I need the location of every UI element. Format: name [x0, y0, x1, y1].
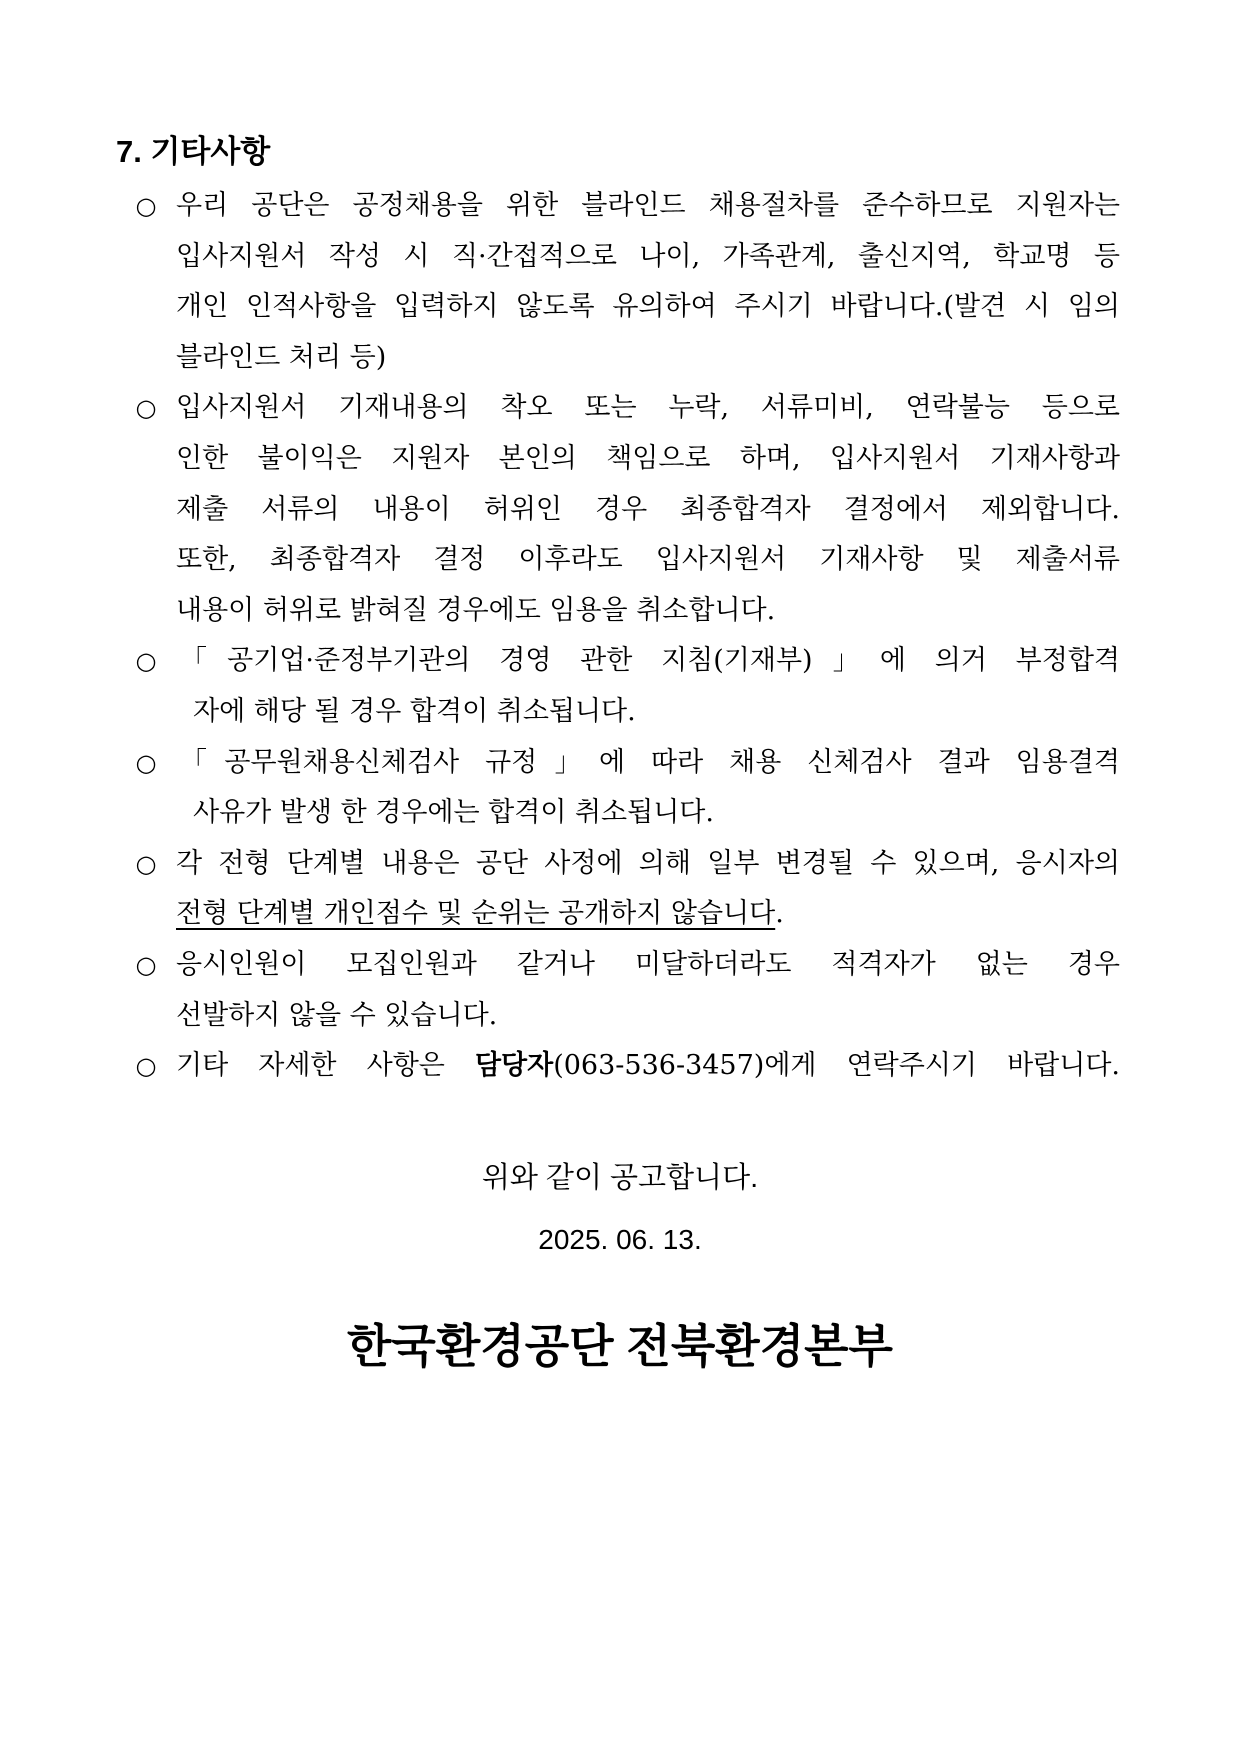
item-6-line-1: 응시인원이 모집인원과 같거나 미달하더라도 적격자가 없는 경우: [176, 948, 1120, 980]
item-2-line-4: 또한, 최종합격자 결정 이후라도 입사지원서 기재사항 및 제출서류: [176, 544, 1120, 576]
item-2-line-1: 입사지원서 기재내용의 착오 또는 누락, 서류미비, 연락불능 등으로: [176, 392, 1120, 424]
organization-name: 한국환경공단 전북환경본부: [346, 1320, 893, 1372]
list-item-line: [0, 282, 1240, 333]
circle-bullet-icon: ○: [135, 950, 157, 979]
list-item-line: [0, 636, 1240, 687]
item-3-line-1: 「공기업·준정부기관의 경영 관한 지침(기재부)」에 의거 부정합격: [180, 645, 1120, 677]
item-4-line-1: 「공무원채용신체검사 규정」에 따라 채용 신체검사 결과 임용결격: [180, 746, 1120, 778]
item-1-line-1: 우리 공단은 공정채용을 위한 블라인드 채용절차를 준수하므로 지원자는: [176, 190, 1120, 221]
list-item-line: [0, 1041, 1240, 1092]
item-5-line-2: [176, 889, 1120, 940]
item-2-line-2: 인한 불이익은 지원자 본인의 책임으로 하며, 입사지원서 기재사항과: [176, 442, 1120, 474]
contact-phone-text: (063-536-3457)에게 연락주시기 바랍니다.: [553, 1050, 1121, 1082]
underlined-disclosure-text: 전형 단계별 개인점수 및 순위는 공개하지 않습니다: [176, 898, 776, 930]
closing-statement: 위와 같이 공고합니다.: [481, 1162, 759, 1194]
list-item-line: [0, 738, 1240, 789]
item-3-line-2: 자에 해당 될 경우 합격이 취소됩니다.: [193, 695, 636, 727]
list-item-line: [0, 181, 1240, 232]
list-item-line: [0, 940, 1240, 991]
circle-bullet-icon: ○: [135, 748, 157, 777]
list-item-line: [0, 485, 1240, 536]
notice-date: 2025. 06. 13.: [538, 1224, 702, 1255]
item-1-line-3: 개인 인적사항을 입력하지 않도록 유의하여 주시기 바랍니다.(발견 시 임의: [176, 291, 1120, 323]
list-item-line: [0, 839, 1240, 890]
item-1-line-4: 블라인드 처리 등): [176, 341, 387, 373]
item-7-line-1: [176, 1041, 1120, 1092]
section-heading: 7. 기타사항: [116, 134, 271, 169]
item-4-line-2: 사유가 발생 한 경우에는 합격이 취소됩니다.: [193, 797, 714, 829]
list-item-line: [0, 991, 1240, 1042]
item-5-line-1: 각 전형 단계별 내용은 공단 사정에 의해 일부 변경될 수 있으며, 응시자의: [176, 847, 1120, 879]
item-2-line-3: 제출 서류의 내용이 허위인 경우 최종합격자 결정에서 제외합니다.: [176, 493, 1120, 525]
list-item-line: [0, 535, 1240, 586]
item-1-line-2: 입사지원서 작성 시 직·간접적으로 나이, 가족관계, 출신지역, 학교명 등: [176, 240, 1120, 272]
list-item-line: [0, 232, 1240, 283]
contact-person-label: 담당자: [474, 1050, 554, 1082]
item-2-line-5: 내용이 허위로 밝혀질 경우에도 임용을 취소합니다.: [176, 594, 776, 626]
notice-list: [0, 181, 1240, 1092]
circle-bullet-icon: ○: [135, 647, 157, 676]
list-item-line: [0, 889, 1240, 940]
contact-prefix-text: 기타 자세한 사항은: [176, 1050, 475, 1082]
list-item-line: [0, 687, 1240, 738]
item-6-line-2: 선발하지 않을 수 있습니다.: [176, 999, 498, 1031]
circle-bullet-icon: ○: [135, 849, 157, 878]
circle-bullet-icon: ○: [135, 394, 157, 423]
circle-bullet-icon: ○: [135, 1052, 157, 1081]
list-item-line: [0, 383, 1240, 434]
list-item-line: [0, 586, 1240, 637]
circle-bullet-icon: ○: [135, 192, 157, 220]
list-item-line: [0, 434, 1240, 485]
list-item-line: [0, 788, 1240, 839]
list-item-line: [0, 333, 1240, 384]
trailing-period: .: [775, 898, 784, 930]
